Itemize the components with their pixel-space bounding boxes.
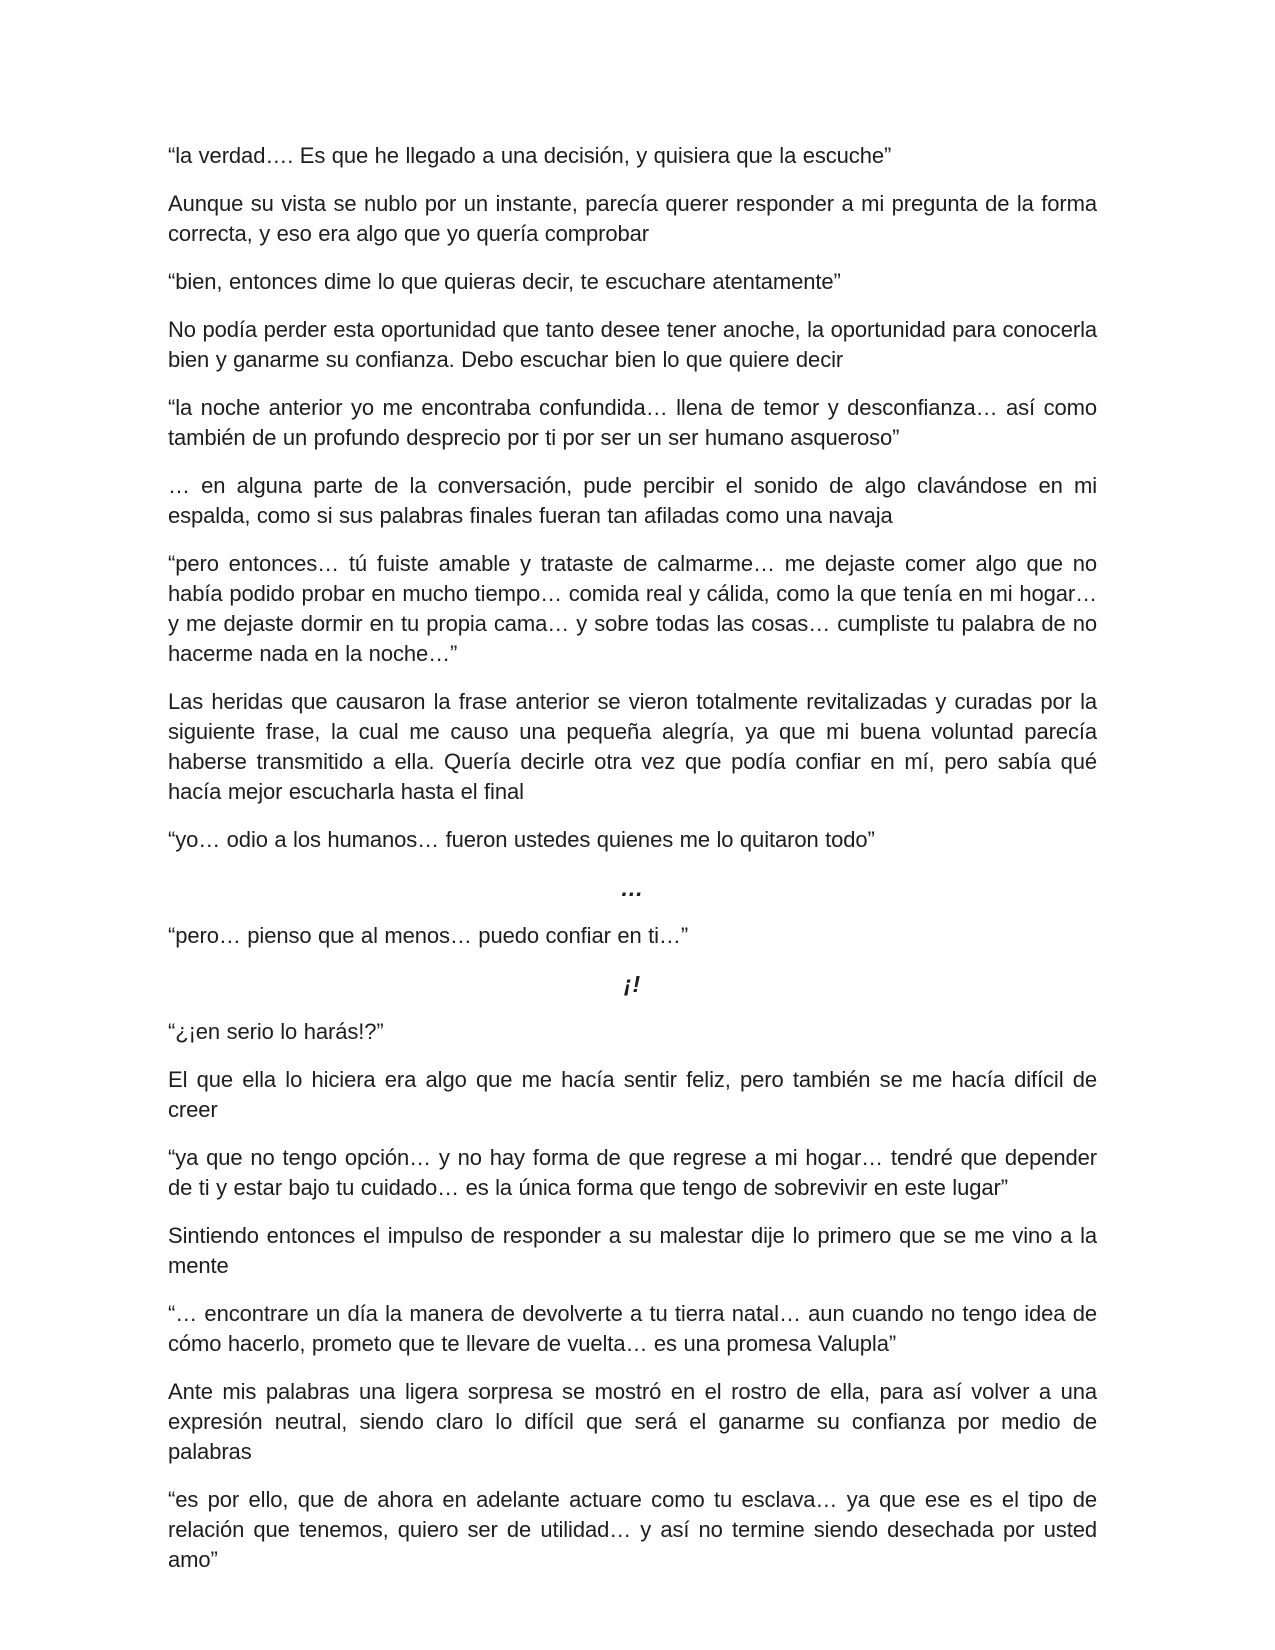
paragraph: “ya que no tengo opción… y no hay forma de que regrese a mi hogar… tendré que depender de ti y estar bajo tu cuidado… es la única forma que tengo de sobrevivir en este lugar” <box>168 1145 1097 1200</box>
paragraph: Aunque su vista se nublo por un instante, parecía querer responder a mi pregunta de la forma correcta, y eso era algo que yo quería comprobar <box>168 191 1097 246</box>
paragraph: El que ella lo hiciera era algo que me hacía sentir feliz, pero también se me hacía difícil de creer <box>168 1067 1097 1122</box>
paragraph: “la noche anterior yo me encontraba confundida… llena de temor y desconfianza… así como también de un profundo desprecio por ti por ser un ser humano asqueroso” <box>168 395 1097 450</box>
paragraph: “es por ello, que de ahora en adelante actuare como tu esclava… ya que ese es el tipo de relación que tenemos, quiero ser de utilidad… y así no termine siendo desechada por usted amo” <box>168 1487 1097 1572</box>
paragraph: “yo… odio a los humanos… fueron ustedes quienes me lo quitaron todo” <box>168 827 875 852</box>
paragraph: Ante mis palabras una ligera sorpresa se mostró en el rostro de ella, para así volver a una expresión neutral, siendo claro lo difícil que será el ganarme su confianza por medio de palabras <box>168 1379 1097 1464</box>
separator-mark: ¡! <box>623 971 642 997</box>
paragraph: “pero… pienso que al menos… puedo confiar en ti…” <box>168 923 689 948</box>
paragraph: “pero entonces… tú fuiste amable y trataste de calmarme… me dejaste comer algo que no había podido probar en mucho tiempo… comida real y cálida, como la que tenía en mi hogar… y me dejaste dormir en tu propia cama… y sobre todas las cosas… cumpliste tu palabra de no hacerme nada en la noche…” <box>168 551 1097 666</box>
separator-mark: … <box>620 875 645 901</box>
paragraph: Sintiendo entonces el impulso de responder a su malestar dije lo primero que se me vino a la mente <box>168 1223 1097 1278</box>
paragraph: “bien, entonces dime lo que quieras decir, te escuchare atentamente” <box>168 269 841 294</box>
paragraph: … en alguna parte de la conversación, pude percibir el sonido de algo clavándose en mi espalda, como si sus palabras finales fueran tan afiladas como una navaja <box>168 473 1097 528</box>
paragraph: “¿¡en serio lo harás!?” <box>168 1019 384 1044</box>
paragraph: “… encontrare un día la manera de devolverte a tu tierra natal… aun cuando no tengo idea de cómo hacerlo, prometo que te llevare de vuelta… es una promesa Valupla” <box>168 1301 1097 1356</box>
paragraph: No podía perder esta oportunidad que tanto desee tener anoche, la oportunidad para conocerla bien y ganarme su confianza. Debo escuchar bien lo que quiere decir <box>168 317 1097 372</box>
paragraph: “la verdad…. Es que he llegado a una decisión, y quisiera que la escuche” <box>168 143 892 168</box>
paragraph: Las heridas que causaron la frase anterior se vieron totalmente revitalizadas y curadas por la siguiente frase, la cual me causo una pequeña alegría, ya que mi buena voluntad parecía haberse transmitido a ella. Quería decirle otra vez que podía confiar en mí, pero sabía qué hacía mejor escucharla hasta el final <box>168 689 1097 804</box>
document-body <box>168 141 1097 1593</box>
